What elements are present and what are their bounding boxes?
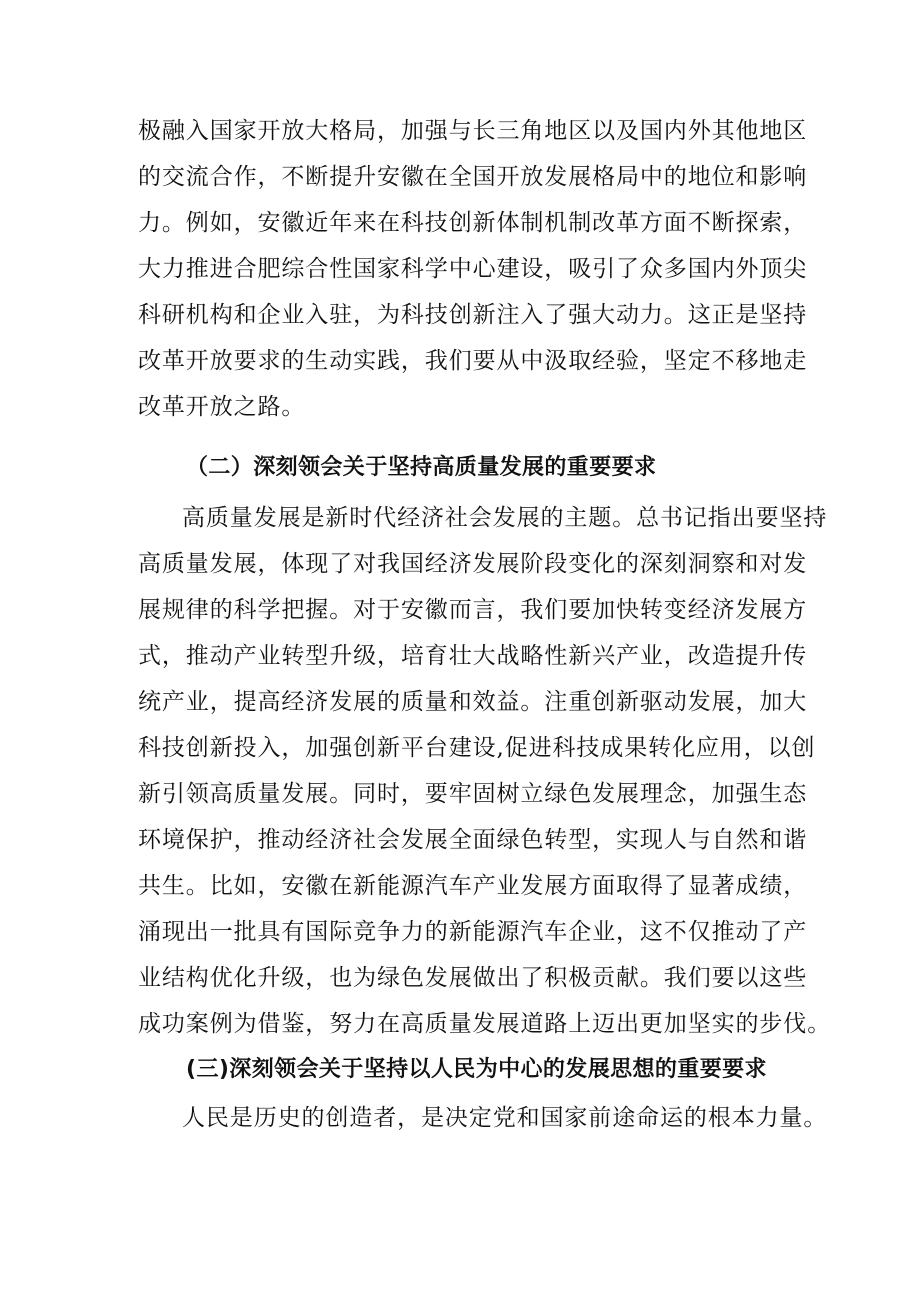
line-text: 改革开放之路。 xyxy=(138,394,306,420)
line-text: 大力推进合肥综合性国家科学中心建设，吸引了众多国内外顶尖 xyxy=(138,256,808,282)
body-line xyxy=(0,634,920,678)
body-line xyxy=(0,155,920,199)
body-line xyxy=(0,864,920,908)
body-line xyxy=(0,910,920,954)
body-line xyxy=(0,726,920,770)
line-text: 展规律的科学把握。对于安徽而言，我们要加快转变经济发展方 xyxy=(138,597,808,623)
body-line xyxy=(0,956,920,1000)
line-text: 新引领高质量发展。同时，要牢固树立绿色发展理念，加强生态 xyxy=(138,781,808,807)
heading-text: （二）深刻领会关于坚持高质量发展的重要要求 xyxy=(186,455,657,480)
line-text: 共生。比如，安徽在新能源汽车产业发展方面取得了显著成绩， xyxy=(138,873,808,899)
line-text: 力。例如，安徽近年来在科技创新体制机制改革方面不断探索， xyxy=(138,210,808,236)
body-line xyxy=(0,201,920,245)
line-text: 统产业，提高经济发展的质量和效益。注重创新驱动发展，加大 xyxy=(138,689,808,715)
line-text: 高质量发展，体现了对我国经济发展阶段变化的深刻洞察和对发 xyxy=(138,551,808,577)
line-text: 的交流合作，不断提升安徽在全国开放发展格局中的地位和影响 xyxy=(138,164,808,190)
body-line xyxy=(0,339,920,383)
line-text: 业结构优化升级，也为绿色发展做出了积极贡献。我们要以这些 xyxy=(138,965,808,991)
body-line xyxy=(0,680,920,724)
line-text: 环境保护，推动经济社会发展全面绿色转型，实现人与自然和谐 xyxy=(138,827,808,853)
line-text: 高质量发展是新时代经济社会发展的主题。总书记指出要坚持 xyxy=(182,505,828,531)
body-line xyxy=(0,385,920,429)
section-heading xyxy=(0,1048,920,1092)
line-text: 改革开放要求的生动实践，我们要从中汲取经验，坚定不移地走 xyxy=(138,348,808,374)
body-line xyxy=(0,1096,920,1140)
section-heading xyxy=(0,446,920,490)
body-line xyxy=(0,542,920,586)
line-text: 人民是历史的创造者，是决定党和国家前途命运的根本力量。 xyxy=(182,1105,828,1131)
body-line xyxy=(0,109,920,153)
body-line xyxy=(0,247,920,291)
body-line xyxy=(0,588,920,632)
line-text: 式，推动产业转型升级，培育壮大战略性新兴产业，改造提升传 xyxy=(138,643,808,669)
body-line xyxy=(0,496,920,540)
heading-text: (三)深刻领会关于坚持以人民为中心的发展思想的重要要求 xyxy=(186,1057,767,1082)
body-line xyxy=(0,1002,920,1046)
line-text: 成功案例为借鉴，努力在高质量发展道路上迈出更加坚实的步伐。 xyxy=(138,1011,832,1037)
body-line xyxy=(0,293,920,337)
line-text: 涌现出一批具有国际竞争力的新能源汽车企业，这不仅推动了产 xyxy=(138,919,808,945)
line-text: 极融入国家开放大格局，加强与长三角地区以及国内外其他地区 xyxy=(138,118,808,144)
line-text: 科技创新投入，加强创新平台建设,促进科技成果转化应用，以创 xyxy=(138,735,816,761)
line-text: 科研机构和企业入驻，为科技创新注入了强大动力。这正是坚持 xyxy=(138,302,808,328)
body-line xyxy=(0,818,920,862)
body-line xyxy=(0,772,920,816)
